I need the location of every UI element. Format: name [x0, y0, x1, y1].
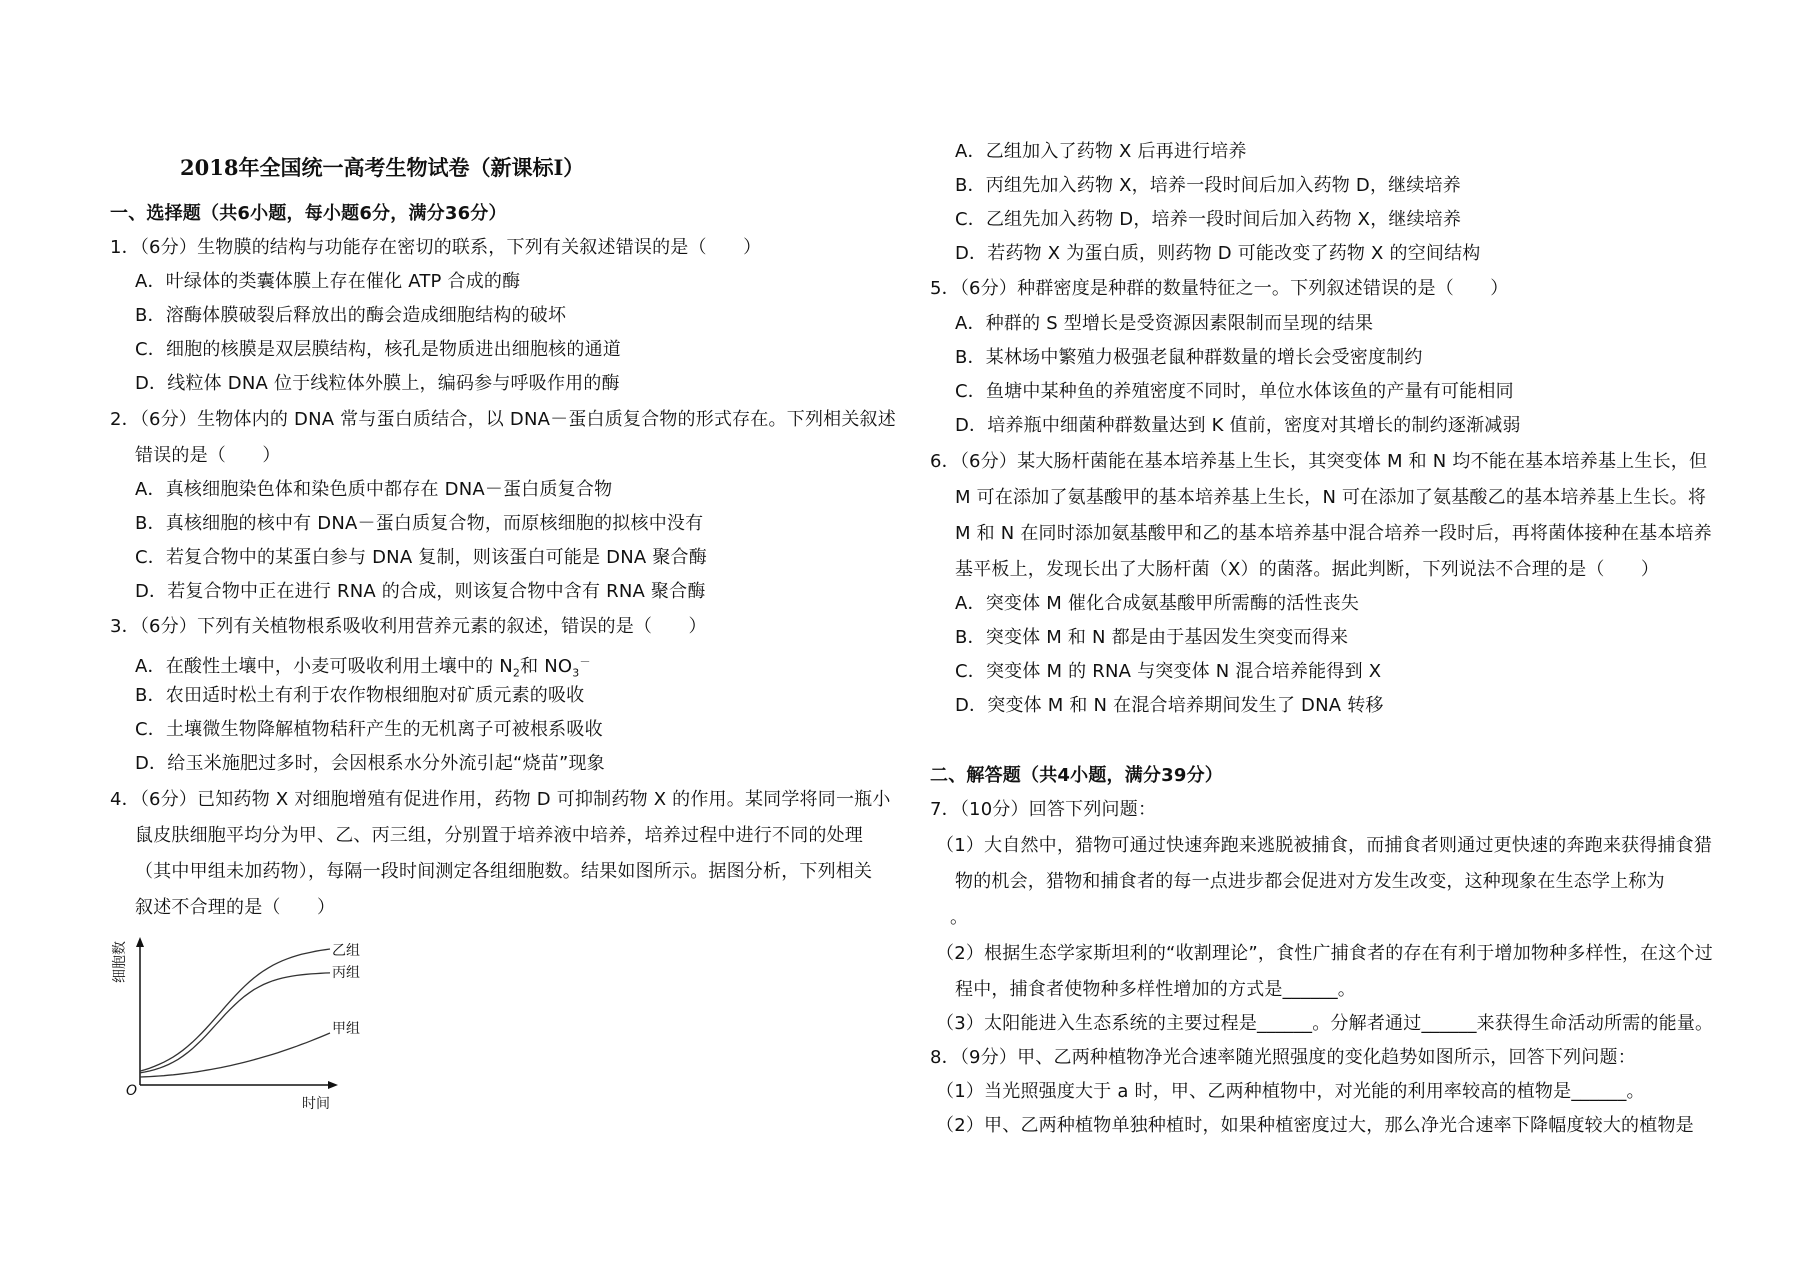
- q1-option-c: C．细胞的核膜是双层膜结构，核孔是物质进出细胞核的通道: [135, 339, 621, 360]
- q3-a-sub2: 3: [572, 666, 580, 680]
- q6-option-a: A．突变体 M 催化合成氨基酸甲所需酶的活性丧失: [955, 593, 1360, 614]
- q3-option-c: C．土壤微生物降解植物秸秆产生的无机离子可被根系吸收: [135, 719, 603, 740]
- q2-option-c: C．若复合物中的某蛋白参与 DNA 复制，则该蛋白可能是 DNA 聚合酶: [135, 547, 707, 568]
- y-axis-arrow: [136, 937, 144, 947]
- q4-option-c: C．乙组先加入药物 D，培养一段时间后加入药物 X，继续培养: [955, 209, 1462, 230]
- series-label-jia: 甲组: [332, 1021, 360, 1037]
- q2-option-a: A．真核细胞染色体和染色质中都存在 DNA－蛋白质复合物: [135, 479, 613, 500]
- q7-part2-line2: 程中，捕食者使物种多样性增加的方式是______。: [955, 979, 1356, 1000]
- q3-option-a: [135, 650, 591, 686]
- q3-option-b: B．农田适时松土有利于农作物根细胞对矿质元素的吸收: [135, 685, 585, 706]
- q8-stem: 8．（9分）甲、乙两种植物净光合速率随光照强度的变化趋势如图所示，回答下列问题：: [930, 1047, 1636, 1068]
- q4-stem-line3: （其中甲组未加药物），每隔一段时间测定各组细胞数。结果如图所示。据图分析，下列相关: [135, 861, 873, 882]
- q5-stem: 5．（6分）种群密度是种群的数量特征之一。下列叙述错误的是（ ）: [930, 278, 1509, 299]
- x-axis-label: 时间: [302, 1096, 330, 1112]
- section-heading-answer: 二、解答题（共4小题，满分39分）: [930, 765, 1223, 786]
- page-title: 2018年全国统一高考生物试卷（新课标I）: [180, 155, 585, 180]
- q2-option-b: B．真核细胞的核中有 DNA－蛋白质复合物，而原核细胞的拟核中没有: [135, 513, 704, 534]
- q4-stem-line4: 叙述不合理的是（ ）: [135, 897, 336, 918]
- series-label-bing: 丙组: [332, 965, 360, 981]
- q8-part2: （2）甲、乙两种植物单独种植时，如果种植密度过大，那么净光合速率下降幅度较大的植物是: [936, 1115, 1694, 1136]
- q5-option-b: B．某林场中繁殖力极强老鼠种群数量的增长会受密度制约: [955, 347, 1423, 368]
- q7-part1-line3: 。: [950, 907, 969, 928]
- q2-stem-line2: 错误的是（ ）: [135, 445, 281, 466]
- q2-stem-line1: 2．（6分）生物体内的 DNA 常与蛋白质结合，以 DNA－蛋白质复合物的形式存在。下列相关叙述: [110, 409, 896, 430]
- q7-stem: 7．（10分）回答下列问题：: [930, 799, 1157, 820]
- y-axis-label: 细胞数: [112, 941, 128, 983]
- q8-part1: （1）当光照强度大于 a 时，甲、乙两种植物中，对光能的利用率较高的植物是______。: [936, 1081, 1645, 1102]
- q3-stem: 3．（6分）下列有关植物根系吸收利用营养元素的叙述，错误的是（ ）: [110, 616, 707, 637]
- q1-option-b: B．溶酶体膜破裂后释放出的酶会造成细胞结构的破坏: [135, 305, 567, 326]
- q2-option-d: D．若复合物中正在进行 RNA 的合成，则该复合物中含有 RNA 聚合酶: [135, 581, 706, 602]
- q4-option-b: B．丙组先加入药物 X，培养一段时间后加入药物 D，继续培养: [955, 175, 1461, 196]
- q7-part1-line1: （1）大自然中，猎物可通过快速奔跑来逃脱被捕食，而捕食者则通过更快速的奔跑来获得捕食猎: [936, 835, 1713, 856]
- q1-option-a: A．叶绿体的类囊体膜上存在催化 ATP 合成的酶: [135, 271, 521, 292]
- q3-a-text: A．在酸性土壤中，小麦可吸收利用土壤中的 N: [135, 656, 513, 677]
- series-line-jia: [140, 1033, 330, 1077]
- q6-stem-line1: 6．（6分）某大肠杆菌能在基本培养基上生长，其突变体 M 和 N 均不能在基本培养基上生长，但: [930, 451, 1708, 472]
- q6-stem-line2: M 可在添加了氨基酸甲的基本培养基上生长，N 可在添加了氨基酸乙的基本培养基上生长。将: [955, 487, 1707, 508]
- q3-a-sub: 2: [512, 666, 521, 680]
- q6-stem-line3: M 和 N 在同时添加氨基酸甲和乙的基本培养基中混合培养一段时后，再将菌体接种在基本培养: [955, 523, 1712, 544]
- q6-option-c: C．突变体 M 的 RNA 与突变体 N 混合培养能得到 X: [955, 661, 1382, 682]
- q1-stem: 1．（6分）生物膜的结构与功能存在密切的联系，下列有关叙述错误的是（ ）: [110, 237, 762, 258]
- q4-stem-line1: 4．（6分）已知药物 X 对细胞增殖有促进作用，药物 D 可抑制药物 X 的作用。某同学将同一瓶小: [110, 789, 891, 810]
- cell-count-chart: [110, 935, 390, 1115]
- q5-option-c: C．鱼塘中某种鱼的养殖密度不同时，单位水体该鱼的产量有可能相同: [955, 381, 1514, 402]
- series-label-yi: 乙组: [332, 943, 360, 959]
- q4-option-d: D．若药物 X 为蛋白质，则药物 D 可能改变了药物 X 的空间结构: [955, 243, 1481, 264]
- q3-a-mid: 和 NO: [520, 656, 573, 677]
- q6-option-b: B．突变体 M 和 N 都是由于基因发生突变而得来: [955, 627, 1349, 648]
- q6-option-d: D．突变体 M 和 N 在混合培养期间发生了 DNA 转移: [955, 695, 1384, 716]
- q3-option-d: D．给玉米施肥过多时，会因根系水分外流引起“烧苗”现象: [135, 753, 605, 774]
- q5-option-d: D．培养瓶中细菌种群数量达到 K 值前，密度对其增长的制约逐渐减弱: [955, 415, 1521, 436]
- origin-label: O: [126, 1083, 138, 1099]
- q7-part2-line1: （2）根据生态学家斯坦利的“收割理论”，食性广捕食者的存在有利于增加物种多样性，在这个过: [936, 943, 1713, 964]
- q5-option-a: A．种群的 S 型增长是受资源因素限制而呈现的结果: [955, 313, 1374, 334]
- q6-stem-line4: 基平板上，发现长出了大肠杆菌（X）的菌落。据此判断，下列说法不合理的是（ ）: [955, 559, 1660, 580]
- q7-part1-line2: 物的机会，猎物和捕食者的每一点进步都会促进对方发生改变，这种现象在生态学上称为: [955, 871, 1665, 892]
- section-heading-choice: 一、选择题（共6小题，每小题6分，满分36分）: [110, 203, 507, 224]
- q4-option-a: A．乙组加入了药物 X 后再进行培养: [955, 141, 1247, 162]
- q1-option-d: D．线粒体 DNA 位于线粒体外膜上，编码参与呼吸作用的酶: [135, 373, 620, 394]
- series-line-yi: [140, 949, 330, 1071]
- x-axis-arrow: [328, 1081, 338, 1089]
- q7-part3: （3）太阳能进入生态系统的主要过程是______。分解者通过______来获得生命活动所需的能量。: [936, 1013, 1714, 1034]
- series-line-bing: [140, 973, 330, 1073]
- q3-a-sup: －: [579, 655, 591, 668]
- q4-stem-line2: 鼠皮肤细胞平均分为甲、乙、丙三组，分别置于培养液中培养，培养过程中进行不同的处理: [135, 825, 863, 846]
